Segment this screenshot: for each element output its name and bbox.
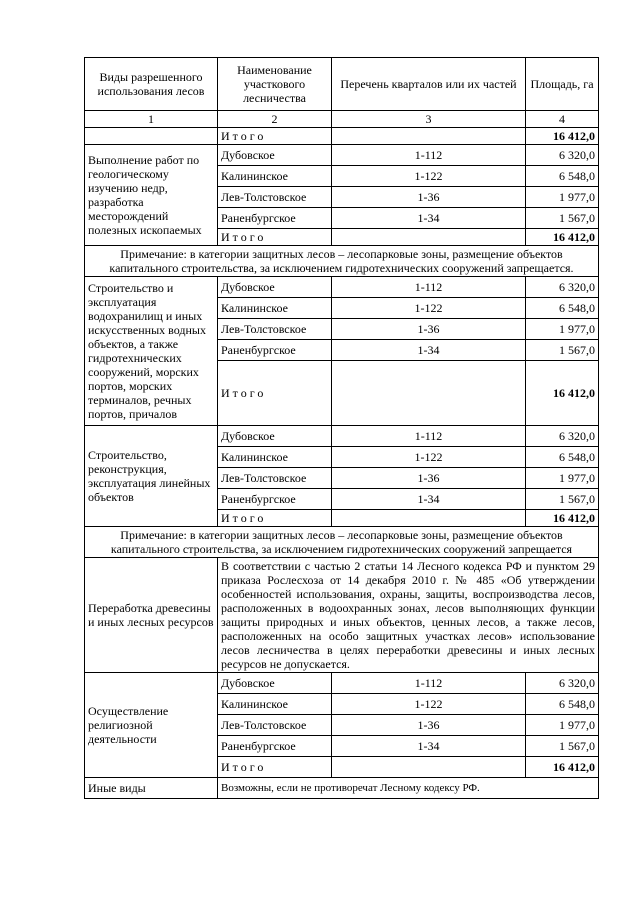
table-row (85, 426, 599, 447)
use-type-religious: Осуществление религиозной деятельности (85, 673, 218, 778)
use-type-reservoirs: Строительство и эксплуатация водохранилищ и иных искусственных водных объектов, а также гидротехнических сооружений, морских портов, морских терминалов, речных портов, причалов (85, 277, 218, 426)
area-value: 1 977,0 (526, 319, 599, 340)
use-type-linear-objects: Строительство, реконструкция, эксплуатация линейных объектов (85, 426, 218, 527)
total-value: 16 412,0 (526, 361, 599, 426)
total-label: Итого (218, 510, 332, 527)
forestry-name: Лев-Толстовское (218, 715, 332, 736)
table-row (85, 128, 599, 145)
total-value: 16 412,0 (526, 757, 599, 778)
note-text: Примечание: в категории защитных лесов – лесопарковые зоны, размещение объектов капитального строительства, за исключением гидротехнических сооружений запрещается (85, 527, 599, 558)
col-number-1: 1 (85, 111, 218, 128)
quarters-value: 1-36 (332, 468, 526, 489)
area-value: 6 548,0 (526, 298, 599, 319)
quarters-value: 1-36 (332, 319, 526, 340)
area-value: 1 567,0 (526, 208, 599, 229)
quarters-value: 1-34 (332, 489, 526, 510)
area-value: 1 567,0 (526, 736, 599, 757)
empty-cell (85, 128, 218, 145)
table-row (85, 277, 599, 298)
forestry-name: Раненбургское (218, 489, 332, 510)
other-text: Возможны, если не противоречат Лесному кодексу РФ. (218, 778, 599, 799)
table-row (85, 145, 599, 166)
total-label: Итого (218, 757, 332, 778)
wood-processing-text: В соответствии с частью 2 статьи 14 Лесного кодекса РФ и пунктом 29 приказа Рослесхоза от 14 декабря 2010 г. № 485 «Об утверждении особенностей использования, охраны, защиты, воспроизводства лесов, расположенных в водоохранных зонах, лесов выполняющих функции защиты природных и иных объектов, ценных лесов, а также лесов, расположенных на особо защитных участках лесов» использование лесов лесничества в целях переработки древесины и иных лесных ресурсов не допускается. (218, 558, 599, 673)
area-value: 6 548,0 (526, 166, 599, 187)
col-number-2: 2 (218, 111, 332, 128)
empty-cell (332, 229, 526, 246)
forestry-name: Раненбургское (218, 208, 332, 229)
area-value: 6 548,0 (526, 694, 599, 715)
use-type-other: Иные виды (85, 778, 218, 799)
forestry-name: Дубовское (218, 673, 332, 694)
header-quarters: Перечень кварталов или их частей (332, 58, 526, 111)
total-label: Итого (218, 361, 332, 426)
quarters-value: 1-36 (332, 715, 526, 736)
forestry-name: Раненбургское (218, 340, 332, 361)
forestry-name: Дубовское (218, 145, 332, 166)
empty-cell (332, 128, 526, 145)
total-label: Итого (218, 229, 332, 246)
table-header-row (85, 58, 599, 111)
total-label: Итого (218, 128, 332, 145)
quarters-value: 1-34 (332, 736, 526, 757)
table-row (85, 558, 599, 673)
forestry-name: Калининское (218, 298, 332, 319)
header-forestry: Наименование участкового лесничества (218, 58, 332, 111)
forestry-name: Лев-Толстовское (218, 319, 332, 340)
area-value: 1 567,0 (526, 489, 599, 510)
forestry-name: Калининское (218, 694, 332, 715)
forestry-name: Дубовское (218, 426, 332, 447)
area-value: 1 977,0 (526, 468, 599, 489)
forestry-name: Раненбургское (218, 736, 332, 757)
area-value: 1 977,0 (526, 187, 599, 208)
note-row (85, 527, 599, 558)
note-row (85, 246, 599, 277)
forestry-name: Лев-Толстовское (218, 468, 332, 489)
note-text: Примечание: в категории защитных лесов – лесопарковые зоны, размещение объектов капитального строительства, за исключением гидротехнических сооружений запрещается. (85, 246, 599, 277)
table-row (85, 778, 599, 799)
total-value: 16 412,0 (526, 510, 599, 527)
forestry-name: Калининское (218, 166, 332, 187)
col-number-3: 3 (332, 111, 526, 128)
empty-cell (332, 361, 526, 426)
header-area: Площадь, га (526, 58, 599, 111)
quarters-value: 1-34 (332, 340, 526, 361)
area-value: 6 320,0 (526, 673, 599, 694)
total-value: 16 412,0 (526, 128, 599, 145)
use-type-wood-processing: Переработка древесины и иных лесных ресурсов (85, 558, 218, 673)
quarters-value: 1-122 (332, 447, 526, 468)
forestry-name: Дубовское (218, 277, 332, 298)
quarters-value: 1-122 (332, 298, 526, 319)
quarters-value: 1-34 (332, 208, 526, 229)
forestry-name: Лев-Толстовское (218, 187, 332, 208)
quarters-value: 1-112 (332, 673, 526, 694)
forestry-name: Калининское (218, 447, 332, 468)
area-value: 6 320,0 (526, 145, 599, 166)
area-value: 6 320,0 (526, 277, 599, 298)
column-number-row (85, 111, 599, 128)
quarters-value: 1-36 (332, 187, 526, 208)
empty-cell (332, 510, 526, 527)
total-value: 16 412,0 (526, 229, 599, 246)
col-number-4: 4 (526, 111, 599, 128)
area-value: 6 320,0 (526, 426, 599, 447)
area-value: 1 977,0 (526, 715, 599, 736)
empty-cell (332, 757, 526, 778)
quarters-value: 1-112 (332, 426, 526, 447)
quarters-value: 1-112 (332, 277, 526, 298)
quarters-value: 1-122 (332, 166, 526, 187)
header-use-type: Виды разрешенного использования лесов (85, 58, 218, 111)
table-row (85, 673, 599, 694)
area-value: 1 567,0 (526, 340, 599, 361)
quarters-value: 1-112 (332, 145, 526, 166)
land-use-table (84, 57, 599, 799)
use-type-geology: Выполнение работ по геологическому изучению недр, разработка месторождений полезных ископаемых (85, 145, 218, 246)
quarters-value: 1-122 (332, 694, 526, 715)
area-value: 6 548,0 (526, 447, 599, 468)
